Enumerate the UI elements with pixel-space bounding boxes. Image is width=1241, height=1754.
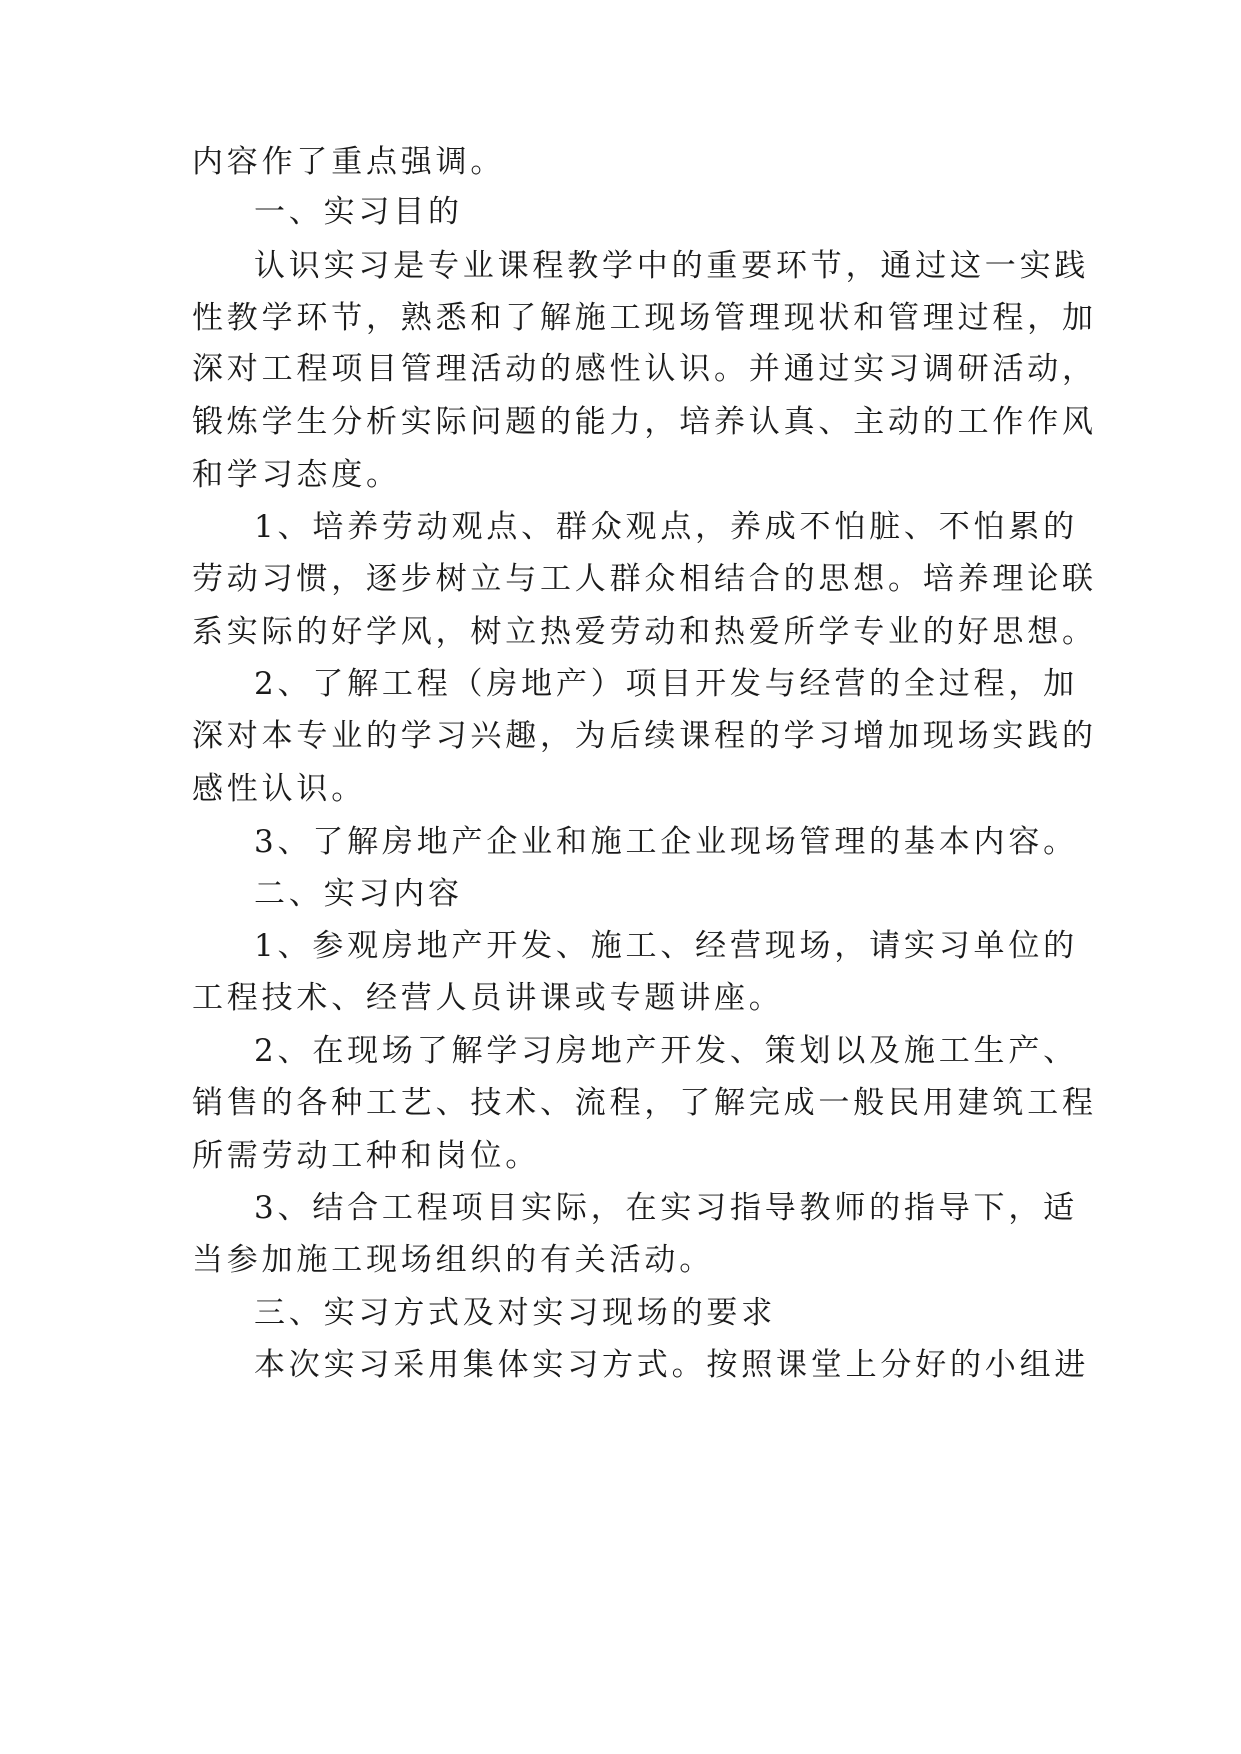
paragraph-line: 系实际的好学风，树立热爱劳动和热爱所学专业的好思想。 <box>192 614 1097 650</box>
paragraph-line: 性教学环节，熟悉和了解施工现场管理现状和管理过程，加 <box>192 300 1097 336</box>
paragraph-line: 所需劳动工种和岗位。 <box>192 1138 540 1174</box>
paragraph-line: 3、了解房地产企业和施工企业现场管理的基本内容。 <box>254 824 1078 860</box>
paragraph-line: 深对工程项目管理活动的感性认识。并通过实习调研活动， <box>192 351 1097 387</box>
paragraph-line: 2、在现场了解学习房地产开发、策划以及施工生产、 <box>254 1033 1078 1069</box>
paragraph-line: 1、培养劳动观点、群众观点，养成不怕脏、不怕累的 <box>254 509 1078 545</box>
paragraph-line: 本次实习采用集体实习方式。按照课堂上分好的小组进 <box>254 1347 1090 1383</box>
paragraph-line: 1、参观房地产开发、施工、经营现场，请实习单位的 <box>254 928 1078 964</box>
paragraph-line: 3、结合工程项目实际，在实习指导教师的指导下，适 <box>254 1190 1078 1226</box>
paragraph-line: 感性认识。 <box>192 771 366 807</box>
section-heading: 二、实习内容 <box>254 876 463 912</box>
paragraph-line: 2、了解工程（房地产）项目开发与经营的全过程，加 <box>254 666 1078 702</box>
paragraph-line: 锻炼学生分析实际问题的能力，培养认真、主动的工作作风 <box>192 404 1097 440</box>
paragraph-line: 和学习态度。 <box>192 457 401 493</box>
section-heading: 三、实习方式及对实习现场的要求 <box>254 1295 776 1331</box>
paragraph-line: 劳动习惯，逐步树立与工人群众相结合的思想。培养理论联 <box>192 561 1097 597</box>
paragraph-line: 当参加施工现场组织的有关活动。 <box>192 1242 714 1278</box>
paragraph-line: 工程技术、经营人员讲课或专题讲座。 <box>192 980 784 1016</box>
section-heading: 一、实习目的 <box>254 194 463 230</box>
paragraph-line: 认识实习是专业课程教学中的重要环节，通过这一实践 <box>254 248 1090 284</box>
paragraph-line: 销售的各种工艺、技术、流程，了解完成一般民用建筑工程 <box>192 1085 1097 1121</box>
paragraph-line: 深对本专业的学习兴趣，为后续课程的学习增加现场实践的 <box>192 718 1097 754</box>
paragraph-line: 内容作了重点强调。 <box>192 144 506 180</box>
